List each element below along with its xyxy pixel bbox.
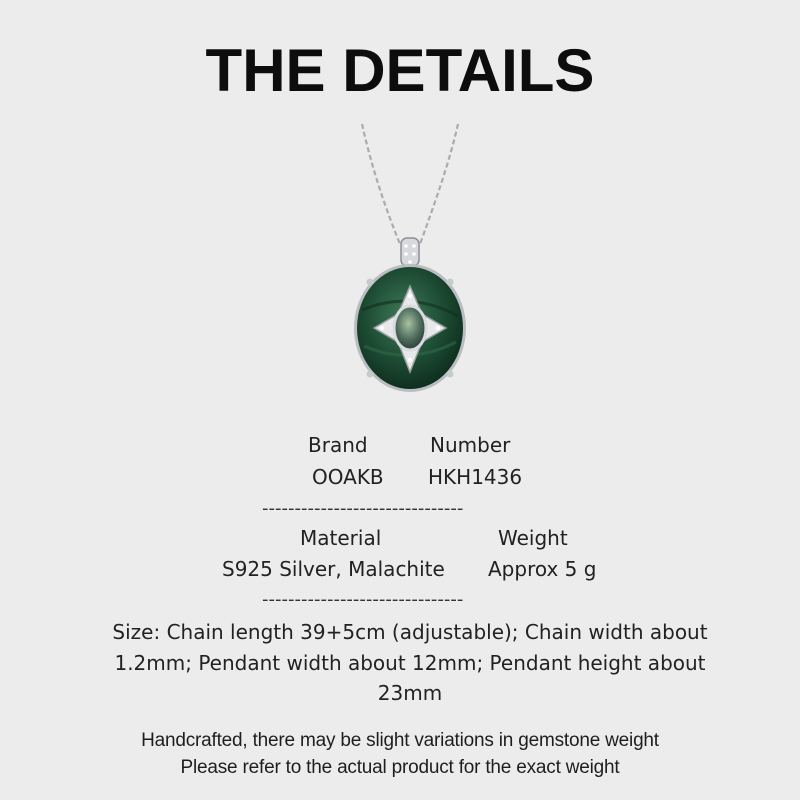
weight-note: Please refer to the actual product for the exact weight <box>180 757 620 778</box>
material-value: S925 Silver, Malachite <box>222 557 445 581</box>
weight-value: Approx 5 g <box>488 557 597 581</box>
brand-label: Brand <box>308 433 368 457</box>
handcrafted-note: Handcrafted, there may be slight variations in gemstone weight <box>141 730 659 751</box>
size-description: Size: Chain length 39+5cm (adjustable); Chain width about 1.2mm; Pendant width about 12mm; Pendant height about 23mm <box>112 620 708 705</box>
page-title: THE DETAILS <box>205 37 595 104</box>
brand-value: OOAKB <box>312 465 384 489</box>
number-label: Number <box>430 433 511 457</box>
material-label: Material <box>300 526 382 550</box>
chain <box>362 124 458 244</box>
divider: ------------------------------- <box>262 498 464 519</box>
divider: ------------------------------- <box>262 589 464 610</box>
number-value: HKH1436 <box>428 465 523 489</box>
necklace-pendant-image <box>340 120 480 400</box>
weight-label: Weight <box>498 526 568 550</box>
